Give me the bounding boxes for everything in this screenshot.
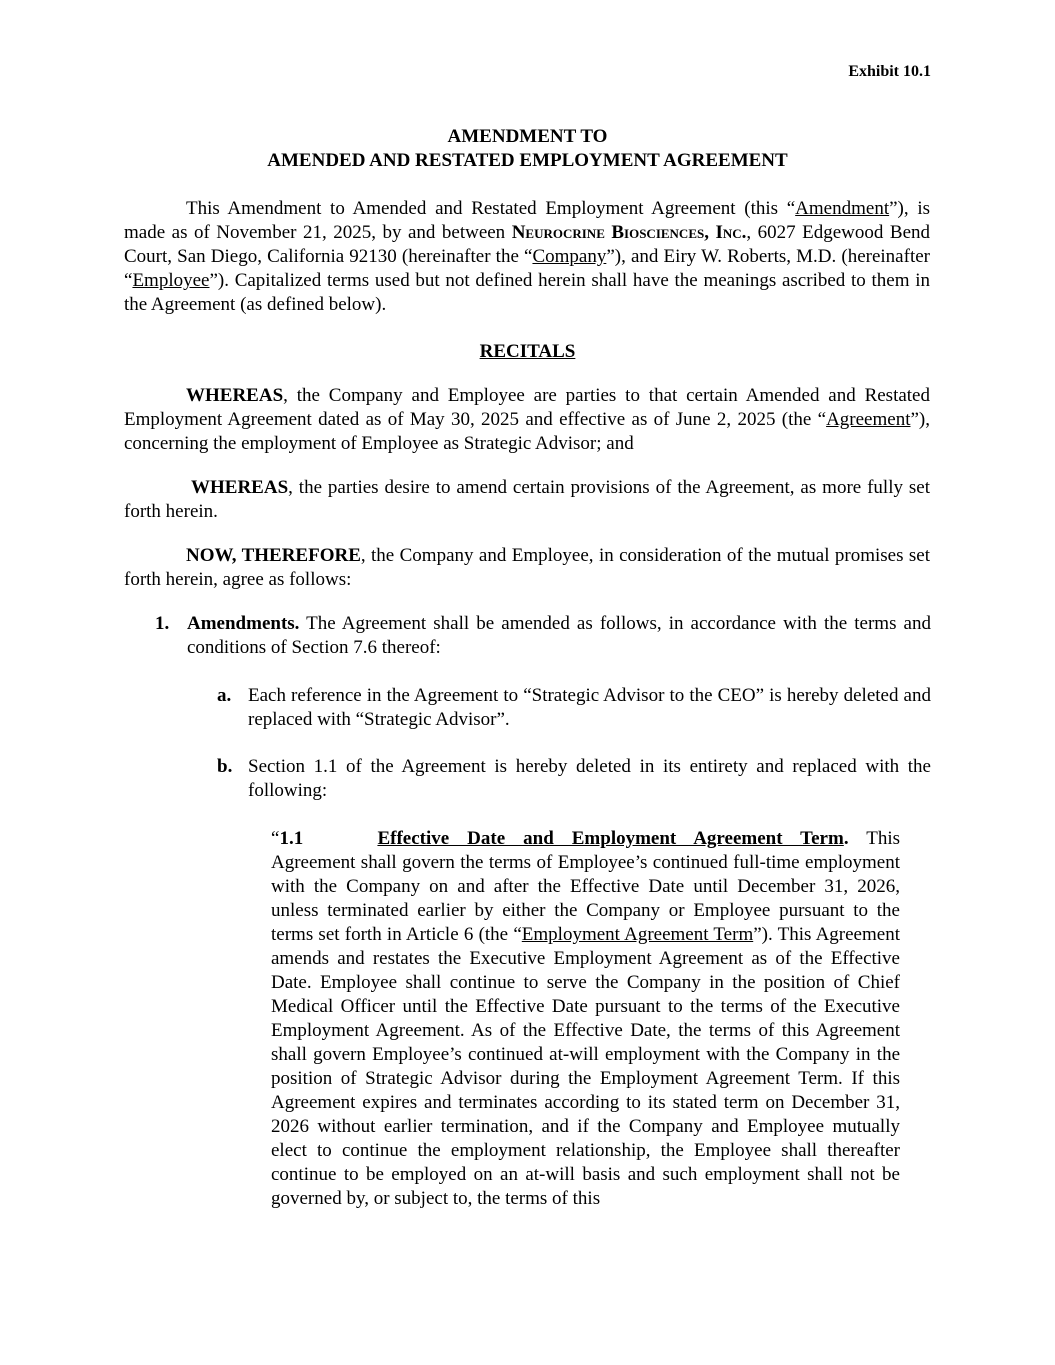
- defined-term-company: Company: [532, 246, 607, 267]
- quoted-section-text-1: This Agreement shall govern the terms of Employee’s continued full-time employment with the Company on and after the Effective Date until December 31, 2026, unless terminated earlier by either the Company or Employee pursuant to the terms set forth in Article 6 (the “: [271, 828, 900, 945]
- intro-paragraph: [124, 197, 930, 317]
- whereas-lead-2: WHEREAS: [191, 477, 289, 498]
- item-a-text: Each reference in the Agreement to “Strategic Advisor to the CEO” is hereby deleted and replaced with “Strategic Advisor”.: [248, 685, 931, 730]
- now-therefore-text: , the Company and Employee, in consideration of the mutual promises set forth herein, agree as follows:: [124, 545, 931, 590]
- now-therefore-paragraph: [124, 544, 930, 592]
- whereas1-text-2: ”), concerning the employment of Employee as Strategic Advisor; and: [124, 409, 930, 454]
- section-1-number: 1.: [155, 613, 170, 634]
- item-a: [217, 684, 931, 732]
- section-1-heading: Amendments.: [187, 613, 300, 634]
- quoted-section-heading: Effective Date and Employment Agreement Term: [377, 828, 844, 849]
- section-1-amendments: [155, 612, 931, 660]
- open-quote: “: [271, 828, 280, 849]
- item-b-text: Section 1.1 of the Agreement is hereby deleted in its entirety and replaced with the following:: [248, 756, 931, 801]
- intro-text-4: ”), and Eiry W. Roberts, M.D. (hereinafter “: [124, 246, 930, 291]
- whereas-lead-1: WHEREAS: [186, 385, 284, 406]
- item-b: [217, 755, 931, 803]
- quoted-section-heading-period: .: [843, 828, 849, 849]
- quoted-section-text-2: ”). This Agreement amends and restates the Executive Employment Agreement as of the Effective Date. Employee shall continue to serve the Company in the position of Chief Medical Officer until the Effective Date pursuant to the terms of the Executive Employment Agreement. As of the Effective Date, the terms of this Agreement shall govern Employee’s continued at-will employment with the Company in the position of Strategic Advisor during the Employment Agreement Term. If this Agreement expires and terminates according to its stated term on December 31, 2026 without earlier termination, and if the Company and Employee mutually elect to continue the employment relationship, the Employee shall thereafter continue to be employed on an at-will basis and such employment shall not be governed by, or subject to, the terms of this: [271, 924, 900, 1209]
- title-line-1: AMENDMENT TO: [447, 126, 608, 147]
- company-name: Neurocrine Biosciences, Inc.: [511, 222, 747, 243]
- defined-term-employee: Employee: [132, 270, 210, 291]
- section-1-text: The Agreement shall be amended as follows, in accordance with the terms and conditions of Section 7.6 thereof:: [187, 613, 931, 658]
- section-1-body: [187, 612, 931, 660]
- exhibit-label: Exhibit 10.1: [848, 63, 931, 80]
- quoted-section-1-1: [271, 827, 900, 1211]
- document-title: [124, 125, 931, 173]
- now-therefore-lead: NOW, THEREFORE: [186, 545, 361, 566]
- intro-text-5: ”). Capitalized terms used but not defined herein shall have the meanings ascribed to them in the Agreement (as defined below).: [124, 270, 930, 315]
- item-a-marker: a.: [217, 685, 232, 706]
- item-b-marker: b.: [217, 756, 233, 777]
- title-line-2: AMENDED AND RESTATED EMPLOYMENT AGREEMENT: [267, 150, 788, 171]
- quoted-section-number: 1.1: [279, 828, 304, 849]
- defined-term-agreement: Agreement: [826, 409, 911, 430]
- recitals-heading: RECITALS: [479, 341, 576, 362]
- intro-text-2: ”), is made as of November 21, 2025, by and between: [124, 198, 930, 243]
- intro-text-3: , 6027 Edgewood Bend Court, San Diego, California 92130 (hereinafter the “: [124, 222, 931, 267]
- whereas2-text-1: , the parties desire to amend certain provisions of the Agreement, as more fully set forth herein.: [124, 477, 930, 522]
- defined-term-employment-agreement-term: Employment Agreement Term: [521, 924, 754, 945]
- intro-text-1: This Amendment to Amended and Restated Employment Agreement (this “: [186, 198, 796, 219]
- whereas-paragraph-1: [124, 384, 930, 456]
- whereas1-text-1: , the Company and Employee are parties to that certain Amended and Restated Employment Agreement dated as of May 30, 2025 and effective as of June 2, 2025 (the “: [124, 385, 930, 430]
- defined-term-amendment: Amendment: [795, 198, 890, 219]
- whereas-paragraph-2: [124, 476, 930, 524]
